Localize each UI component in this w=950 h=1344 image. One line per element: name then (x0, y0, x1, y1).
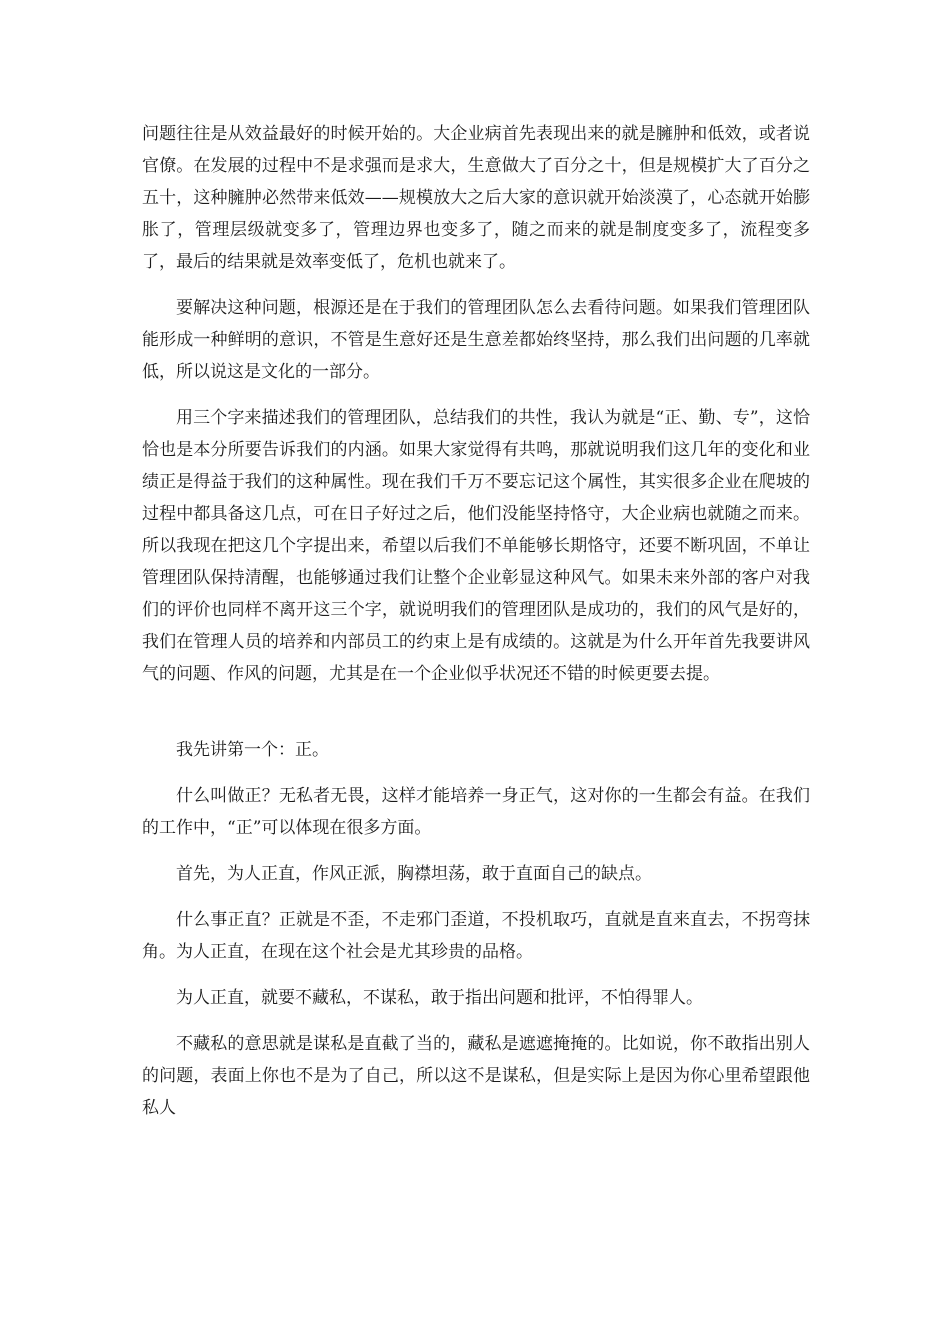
paragraph-4: 我先讲第一个：正。 (176, 740, 329, 760)
paragraph-9: 不藏私的意思就是谋私是直截了当的，藏私是遮遮掩掩的。比如说，你不敢指出别人的问题，表面上你也不是为了自己，所以这不是谋私，但是实际上是因为你心里希望跟他私人 (142, 1034, 810, 1118)
paragraph-3: 用三个字来描述我们的管理团队，总结我们的共性，我认为就是“正、勤、专”，这恰恰也是本分所要告诉我们的内涵。如果大家觉得有共鸣，那就说明我们这几年的变化和业绩正是得益于我们的这种属性。现在我们千万不要忘记这个属性，其实很多企业在爬坡的过程中都具备这几点，可在日子好过之后，他们没能坚持恪守，大企业病也就随之而来。所以我现在把这几个字提出来，希望以后我们不单能够长期恪守，还要不断巩固，不单让管理团队保持清醒，也能够通过我们让整个企业彰显这种风气。如果未来外部的客户对我们的评价也同样不离开这三个字，就说明我们的管理团队是成功的，我们的风气是好的，我们在管理人员的培养和内部员工的约束上是有成绩的。这就是为什么开年首先我要讲风气的问题、作风的问题，尤其是在一个企业似乎状况还不错的时候更要去提。 (142, 408, 810, 684)
paragraph-1: 问题往往是从效益最好的时候开始的。大企业病首先表现出来的就是臃肿和低效，或者说官僚。在发展的过程中不是求强而是求大，生意做大了百分之十，但是规模扩大了百分之五十，这种臃肿必然带来低效——规模放大之后大家的意识就开始淡漠了，心态就开始膨胀了，管理层级就变多了，管理边界也变多了，随之而来的就是制度变多了，流程变多了，最后的结果就是效率变低了，危机也就来了。 (142, 124, 810, 272)
section-spacer (142, 704, 810, 734)
document-body (142, 118, 810, 1138)
paragraph-8: 为人正直，就要不藏私，不谋私，敢于指出问题和批评，不怕得罪人。 (176, 988, 703, 1008)
paragraph-6: 首先，为人正直，作风正派，胸襟坦荡，敢于直面自己的缺点。 (176, 864, 652, 884)
paragraph-2: 要解决这种问题，根源还是在于我们的管理团队怎么去看待问题。如果我们管理团队能形成一种鲜明的意识，不管是生意好还是生意差都始终坚持，那么我们出问题的几率就低，所以说这是文化的一部分。 (142, 298, 810, 382)
paragraph-7: 什么事正直？正就是不歪，不走邪门歪道，不投机取巧，直就是直来直去，不拐弯抹角。为人正直，在现在这个社会是尤其珍贵的品格。 (142, 910, 810, 962)
paragraph-5: 什么叫做正？无私者无畏，这样才能培养一身正气，这对你的一生都会有益。在我们的工作中，“正”可以体现在很多方面。 (142, 786, 810, 838)
